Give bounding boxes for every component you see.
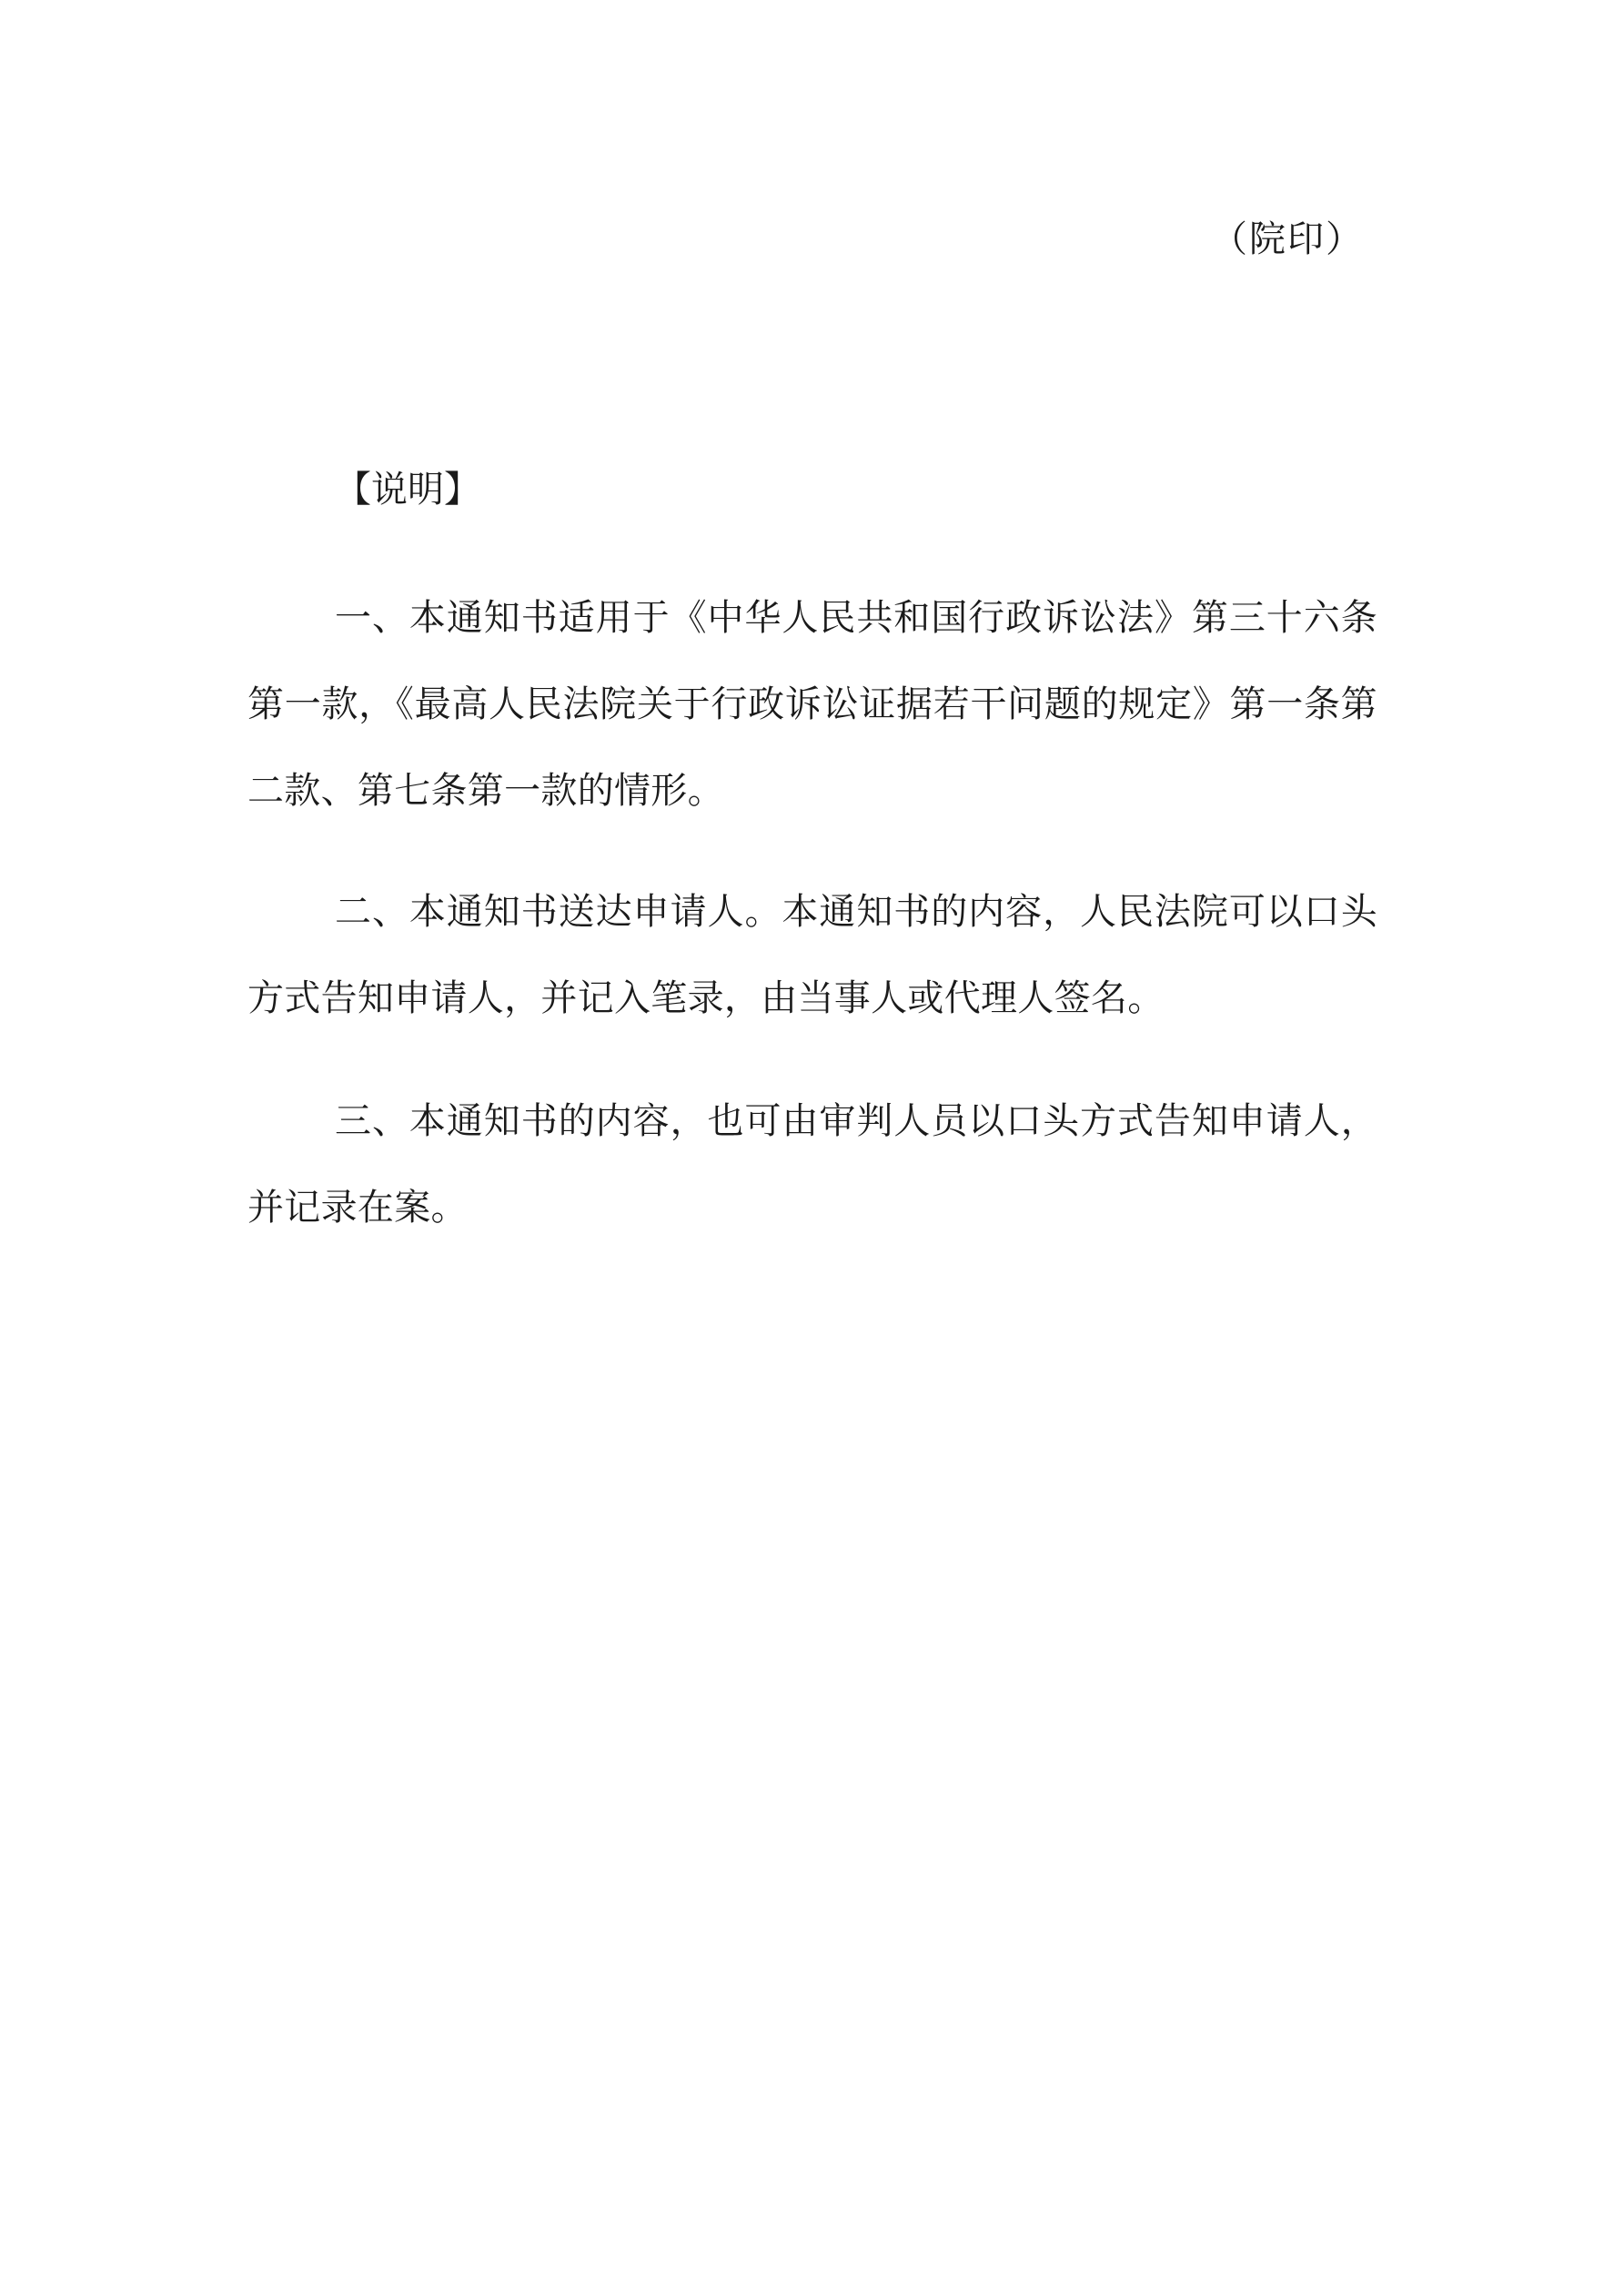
paragraph-1: 一、本通知书适用于《中华人民共和国行政诉讼法》第三十六条第一款，《最高人民法院关于行政诉讼证据若干问题的规定》第一条第二款、第七条第一款的情形。	[247, 597, 1377, 812]
paragraph-2: 二、本通知书送达申请人。本通知书的内容，人民法院可以口头方式告知申请人，并记入笔录，由当事人或代理人签名。	[247, 891, 1377, 1019]
court-seal-note: （院印）	[1211, 218, 1364, 260]
paragraph-3: 三、本通知书的内容，也可由审判人员以口头方式告知申请人，并记录在案。	[247, 1100, 1377, 1229]
section-title: 【说明】	[335, 469, 480, 511]
